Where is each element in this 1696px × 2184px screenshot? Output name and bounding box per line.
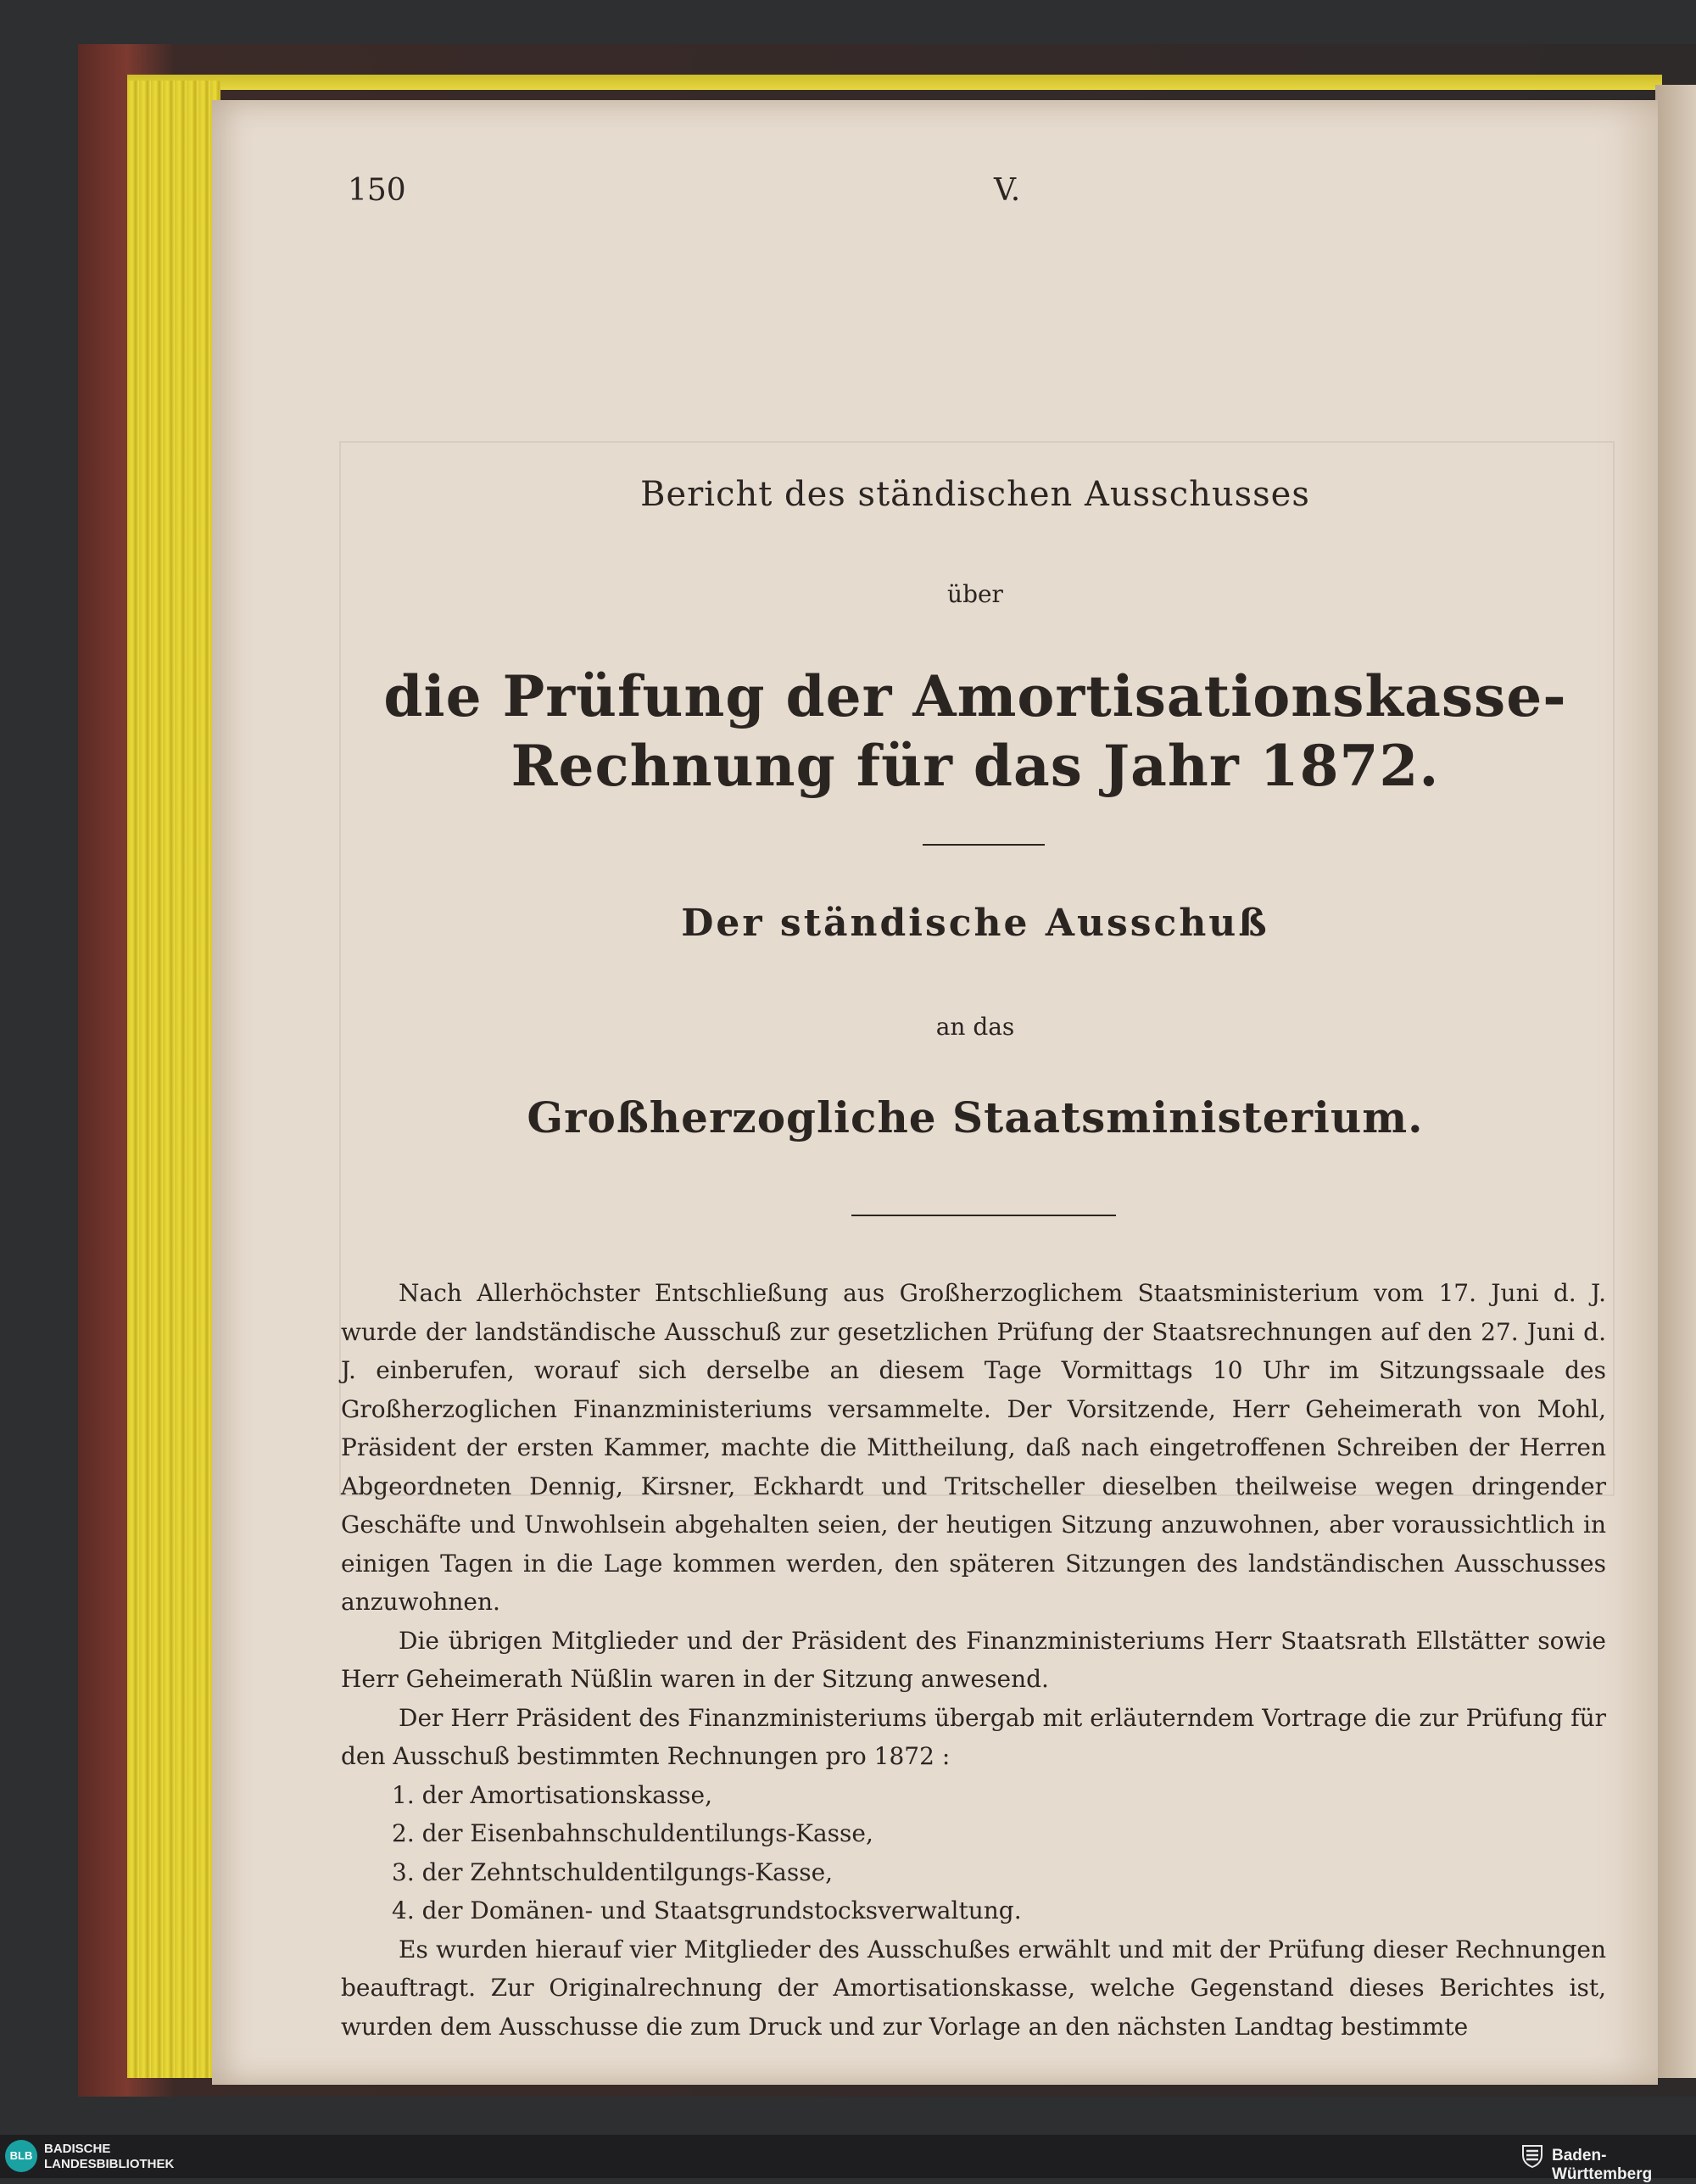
footer-bar [0, 2135, 1696, 2183]
addresser: Der ständische Ausschuß [681, 902, 1269, 945]
report-title: die Prüfung der Amortisationskasse-Rechnung für das Jahr 1872. [383, 663, 1567, 799]
section-divider [851, 1215, 1116, 1216]
library-name-line2: LANDESBIBLIOTHEK [44, 2157, 175, 2171]
gilt-page-edges [127, 81, 220, 2078]
addressee: Großherzogliche Staatsministerium. [527, 1092, 1424, 1142]
paragraph: Es wurden hierauf vier Mitglieder des Ausschußes erwählt und mit der Prüfung dieser Rechnungen beauftragt. Zur Originalrechnung der Amortisationskasse, welche Gegenstand dieses Berichtes ist, wurden dem Ausschusse die zum Druck und zur Vorlage an den nächsten Landtag bestimmte [341, 1935, 1606, 2041]
list-item: 2. der Eisenbahnschuldentilungs-Kasse, [392, 1819, 873, 1847]
list-item: 4. der Domänen- und Staatsgrundstocksverwaltung. [392, 1896, 1022, 1924]
section-number: V. [994, 173, 1021, 208]
accounts-list [341, 1776, 1606, 1930]
coat-of-arms-icon [1520, 2143, 1545, 2169]
addressee-connector: an das [935, 1013, 1015, 1041]
library-name[interactable] [44, 2142, 174, 2172]
title-divider [923, 844, 1045, 846]
list-item: 3. der Zehntschuldentilgungs-Kasse, [392, 1857, 834, 1886]
heading-connector: über [947, 580, 1003, 608]
paragraph: Der Herr Präsident des Finanzministeriums übergab mit erläuterndem Vortrage die zur Prüfung für den Ausschuß bestimmten Rechnungen pro 1872 : [341, 1703, 1606, 1770]
list-item: 1. der Amortisationskasse, [392, 1780, 713, 1809]
paragraph: Die übrigen Mitglieder und der Präsident des Finanzministeriums Herr Staatsrath Ellstätter sowie Herr Geheimerath Nüßlin waren in der Sitzung anwesend. [341, 1626, 1606, 1693]
facing-page-edge [1655, 85, 1696, 2078]
blb-logo-icon[interactable]: BLB [5, 2140, 37, 2172]
library-name-line1: BADISCHE [44, 2142, 111, 2156]
page-number: 150 [348, 173, 406, 208]
state-name[interactable]: Baden-Württemberg [1552, 2147, 1653, 2183]
paragraph: Nach Allerhöchster Entschließung aus Großherzoglichem Staatsministerium vom 17. Juni d. J. wurde der landständische Ausschuß zur gesetzlichen Prüfung der Staatsrechnungen auf den 27. Juni d. J. einberufen, worauf sich derselbe an diesem Tage Vormittags 10 Uhr im Sitzungssaale des Großherzoglichen Finanzministeriums versammelte. Der Vorsitzende, Herr Geheimerath von Mohl, Präsident der ersten Kammer, machte die Mittheilung, daß nach eingetroffenen Schreiben der Herren Abgeordneten Dennig, Kirsner, Eckhardt und Tritscheller dieselben theilweise wegen dringender Geschäfte und Unwohlsein abgehalten seien, der heutigen Sitzung anzuwohnen, aber voraussichtlich in einigen Tagen in die Lage kommen werden, den späteren Sitzungen des landständischen Ausschusses anzuwohnen. [341, 1279, 1606, 1616]
page-top-edge [127, 75, 1662, 90]
report-body [341, 1274, 1606, 2046]
report-heading: Bericht des ständischen Ausschusses [640, 475, 1310, 514]
